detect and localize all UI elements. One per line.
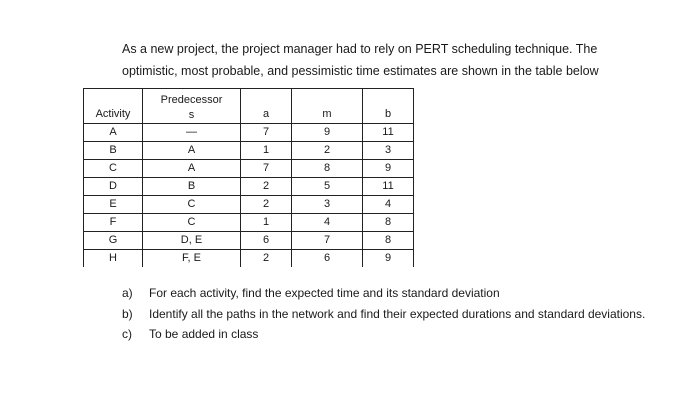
cell-b: 4 [363,196,414,214]
cell-b: 11 [363,178,414,196]
table-row [84,124,414,142]
cell-b: 11 [363,124,414,142]
cell-activity: H [84,250,143,268]
cell-activity: D [84,178,143,196]
question-text: Identify all the paths in the network and find their expected durations and standard deviations. [149,306,646,321]
table-row [84,214,414,232]
table-row [84,250,414,268]
cell-predecessors: — [143,124,241,142]
cell-predecessors: B [143,178,241,196]
intro-line-2: optimistic, most probable, and pessimistic time estimates are shown in the table below [122,64,599,78]
cell-a: 2 [241,196,292,214]
cell-predecessors: C [143,196,241,214]
header-predecessors [143,89,241,124]
pert-estimates-table [83,88,414,267]
header-predecessors-line2: s [188,109,195,121]
intro-line-1: As a new project, the project manager had to rely on PERT scheduling technique. The [122,42,598,56]
cell-b: 8 [363,214,414,232]
table-header-row [84,89,414,124]
cell-activity: C [84,160,143,178]
header-predecessors-line1: Predecessor [160,94,223,106]
question-text: For each activity, find the expected time and its standard deviation [149,286,500,300]
cell-predecessors: C [143,214,241,232]
cell-m: 8 [292,160,363,178]
question-text: To be added in class [149,327,259,341]
cell-m: 5 [292,178,363,196]
question-item [122,324,652,345]
question-label: a) [122,286,133,300]
cell-b: 8 [363,232,414,250]
problem-intro [122,38,682,82]
cell-predecessors: F, E [143,250,241,268]
header-a: a [241,89,292,124]
cell-a: 2 [241,178,292,196]
cell-a: 6 [241,232,292,250]
cell-m: 7 [292,232,363,250]
cell-b: 3 [363,142,414,160]
cell-b: 9 [363,160,414,178]
cell-m: 9 [292,124,363,142]
header-activity: Activity [84,89,143,124]
cell-activity: A [84,124,143,142]
cell-b: 9 [363,250,414,268]
question-list [122,283,652,345]
table-row [84,160,414,178]
cell-activity: F [84,214,143,232]
cell-m: 4 [292,214,363,232]
cell-activity: B [84,142,143,160]
cell-activity: G [84,232,143,250]
table-row [84,232,414,250]
header-b: b [363,89,414,124]
cell-a: 7 [241,160,292,178]
cell-a: 2 [241,250,292,268]
cell-activity: E [84,196,143,214]
question-label: c) [122,327,132,341]
cell-m: 2 [292,142,363,160]
cell-a: 1 [241,214,292,232]
table-row [84,196,414,214]
question-item [122,283,652,304]
cell-predecessors: D, E [143,232,241,250]
header-m: m [292,89,363,124]
question-item [122,304,652,325]
cell-predecessors: A [143,142,241,160]
cell-a: 1 [241,142,292,160]
cell-predecessors: A [143,160,241,178]
table-row [84,178,414,196]
cell-a: 7 [241,124,292,142]
cell-m: 6 [292,250,363,268]
cell-m: 3 [292,196,363,214]
table-row [84,142,414,160]
question-label: b) [122,306,133,321]
